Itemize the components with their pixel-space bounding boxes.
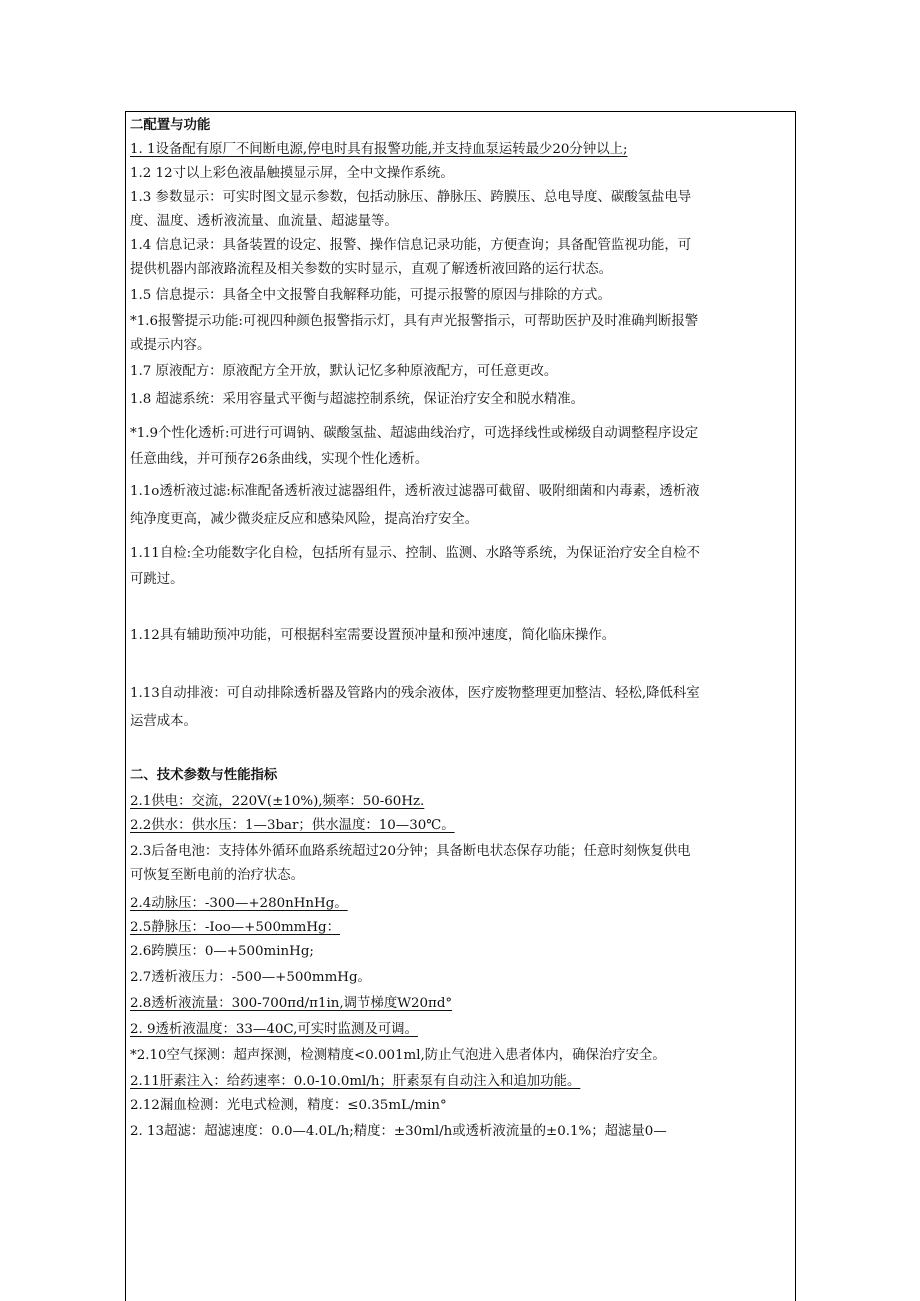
section-heading: 二、技术参数与性能指标 (130, 768, 278, 783)
spec-line: 1.7 原液配方：原液配方全开放，默认记忆多种原液配方，可任意更改。 (130, 364, 558, 379)
spec-line: 2.11肝素注入：给药速率：0.0-10.0ml/h；肝素泵有自动注入和追加功能。 (130, 1074, 581, 1089)
spec-line: 2.6跨膜压：0—+500minHg; (130, 944, 314, 959)
spec-line: 纯净度更高，减少微炎症反应和感染风险，提高治疗安全。 (130, 512, 479, 527)
section-heading: 二配置与功能 (130, 118, 211, 133)
spec-line: 2.12漏血检测：光电式检测，精度：≤0.35mL/min° (130, 1098, 447, 1113)
spec-line: 1.11自检:全功能数字化自检，包括所有显示、控制、监测、水路等系统，为保证治疗安全自检不 (130, 546, 700, 561)
spec-line: 1.2 12寸以上彩色液晶触摸显示屏，全中文操作系统。 (130, 166, 454, 181)
spec-line: 1.3 参数显示：可实时图文显示参数，包括动脉压、静脉压、跨膜压、总电导度、碳酸氢盐电导 (130, 190, 692, 205)
spec-line: 1.1o透析液过滤:标准配备透析液过滤器组件，透析液过滤器可截留、吸附细菌和内毒素，透析液 (130, 484, 700, 499)
spec-line: 运营成本。 (130, 714, 197, 729)
spec-line: 1.12具有辅助预冲功能，可根据科室需要设置预冲量和预冲速度，简化临床操作。 (130, 628, 616, 643)
spec-line: 可恢复至断电前的治疗状态。 (130, 868, 305, 883)
spec-line: 2.2供水：供水压：1—3bar；供水温度：10—30℃。 (130, 818, 455, 833)
spec-line: *2.10空气探测：超声探测，检测精度<0.001ml,防止气泡进入患者体内，确保治疗安全。 (130, 1048, 666, 1063)
spec-line: 2.8透析液流量：300-700πd/π1in,调节梯度W20πd° (130, 996, 453, 1011)
spec-line: 任意曲线，并可预存26条曲线，实现个性化透析。 (130, 452, 429, 467)
spec-line: 1. 1设备配有原厂不间断电源,停电时具有报警功能,并支持血泵运转最少20分钟以上; (130, 142, 628, 157)
spec-line: 2.4动脉压：-300—+280nHnHg。 (130, 896, 348, 911)
spec-line: 2. 13超滤：超滤速度：0.0—4.0L/h;精度：±30ml/h或透析液流量的±0.1%；超滤量0— (130, 1124, 667, 1139)
spec-line: 可跳过。 (130, 572, 184, 587)
spec-line: 提供机器内部液路流程及相关参数的实时显示，直观了解透析液回路的运行状态。 (130, 262, 613, 277)
spec-line: 度、温度、透析液流量、血流量、超滤量等。 (130, 214, 398, 229)
spec-line: 1.5 信息提示：具备全中文报警自我解释功能，可提示报警的原因与排除的方式。 (130, 288, 611, 303)
spec-line: 2.7透析液压力：-500—+500mmHg。 (130, 970, 371, 985)
spec-line: 2.1供电：交流，220V(±10%),频率：50-60Hz. (130, 794, 425, 809)
spec-line: 1.4 信息记录：具备装置的设定、报警、操作信息记录功能，方便查询；具备配管监视功能，可 (130, 238, 692, 253)
spec-line: 2. 9透析液温度：33—40C,可实时监测及可调。 (130, 1022, 418, 1037)
spec-line: 1.13自动排液：可自动排除透析器及管路内的残余液体，医疗废物整理更加整洁、轻松,降低科室 (130, 686, 700, 701)
spec-line: *1.9个性化透析:可进行可调钠、碳酸氢盐、超滤曲线治疗，可选择线性或梯级自动调整程序设定 (130, 426, 699, 441)
spec-line: 或提示内容。 (130, 338, 211, 353)
spec-line: 1.8 超滤系统：采用容量式平衡与超滤控制系统，保证治疗安全和脱水精准。 (130, 392, 585, 407)
spec-line: 2.5静脉压：-Ioo—+500mmHg： (130, 920, 340, 935)
spec-line: 2.3后备电池：支持体外循环血路系统超过20分钟；具备断电状态保存功能；任意时刻恢复供电 (130, 844, 691, 859)
spec-line: *1.6报警提示功能:可视四种颜色报警指示灯，具有声光报警指示，可帮助医护及时准确判断报警 (130, 314, 699, 329)
